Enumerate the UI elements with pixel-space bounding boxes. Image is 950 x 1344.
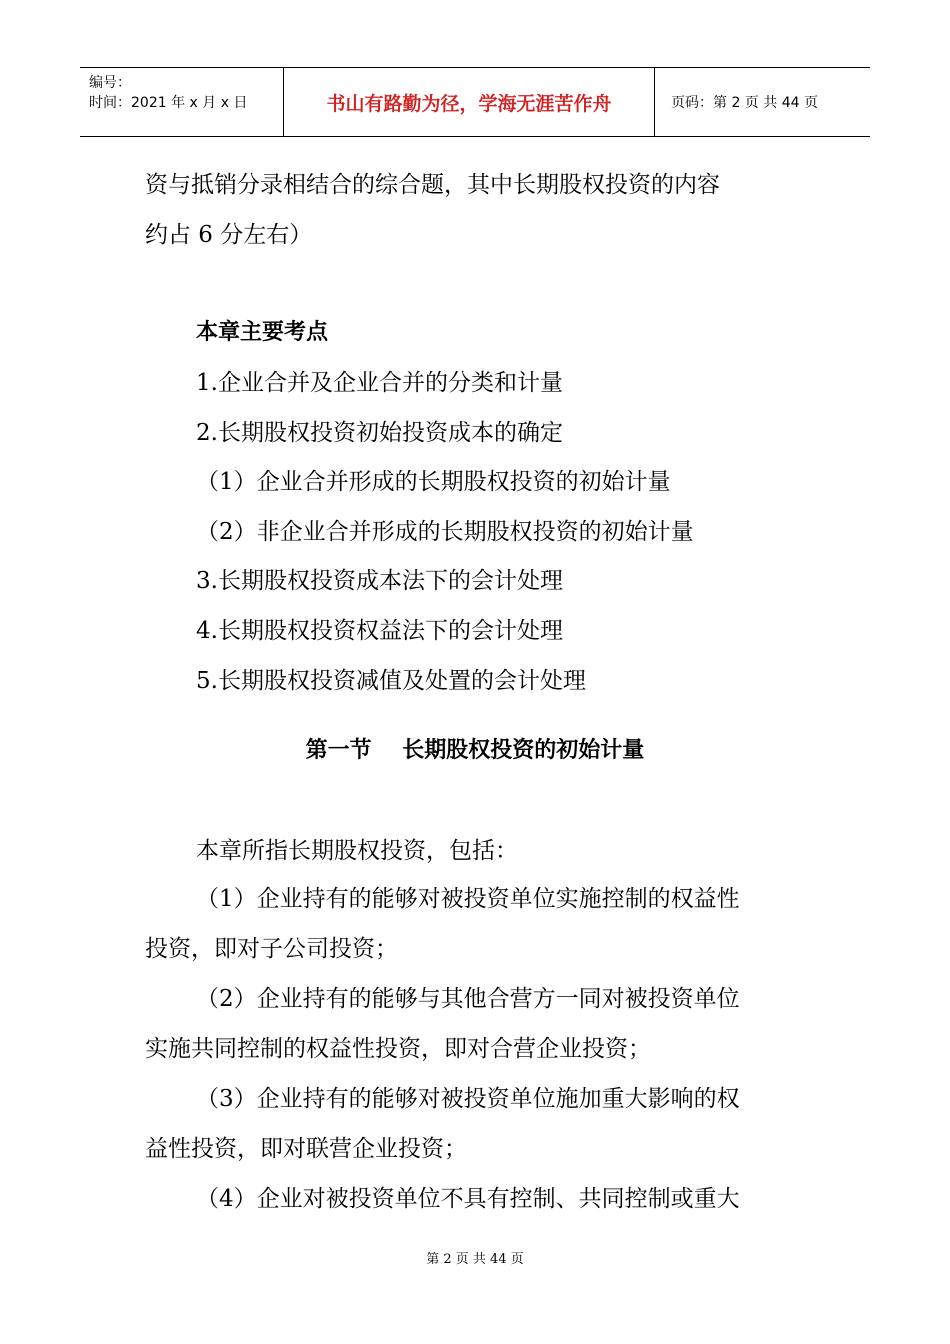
body-line: （1）企业持有的能够对被投资单位实施控制的权益性: [196, 886, 740, 912]
key-point-item: （1）企业合并形成的长期股权投资的初始计量: [196, 469, 671, 495]
page-info-text: 页码：第 2 页 共 44 页: [671, 95, 818, 111]
body-line: （3）企业持有的能够对被投资单位施加重大影响的权: [196, 1086, 740, 1112]
key-point-item: 3.长期股权投资成本法下的会计处理: [196, 568, 563, 594]
header-page-info: [663, 68, 870, 136]
intro-line-1: 资与抵销分录相结合的综合题，其中长期股权投资的内容: [145, 172, 720, 198]
section-title: 第一节 长期股权投资的初始计量: [305, 738, 645, 763]
header-meta-cell: [80, 68, 283, 136]
intro-line-2: 约占 6 分左右）: [145, 222, 313, 248]
key-point-item: 5.长期股权投资减值及处置的会计处理: [196, 668, 586, 694]
key-point-item: 1.企业合并及企业合并的分类和计量: [196, 370, 563, 396]
key-point-item: 2.长期股权投资初始投资成本的确定: [196, 420, 563, 446]
header-motto: 书山有路勤为径，学海无涯苦作舟: [283, 68, 655, 136]
body-lead: 本章所指长期股权投资，包括：: [196, 838, 518, 864]
page-header: [80, 67, 870, 137]
body-line: 实施共同控制的权益性投资，即对合营企业投资；: [145, 1036, 651, 1062]
number-label: 编号：: [89, 75, 131, 91]
page-footer: 第 2 页 共 44 页: [426, 1252, 524, 1267]
body-line: （4）企业对被投资单位不具有控制、共同控制或重大: [196, 1186, 740, 1212]
key-point-item: （2）非企业合并形成的长期股权投资的初始计量: [196, 519, 694, 545]
key-point-item: 4.长期股权投资权益法下的会计处理: [196, 618, 563, 644]
key-points-heading: 本章主要考点: [196, 320, 329, 345]
date-label: 时间：2021 年 x 月 x 日: [89, 95, 248, 111]
body-line: 益性投资，即对联营企业投资；: [145, 1136, 467, 1162]
body-line: （2）企业持有的能够与其他合营方一同对被投资单位: [196, 986, 740, 1012]
body-line: 投资，即对子公司投资；: [145, 936, 398, 962]
